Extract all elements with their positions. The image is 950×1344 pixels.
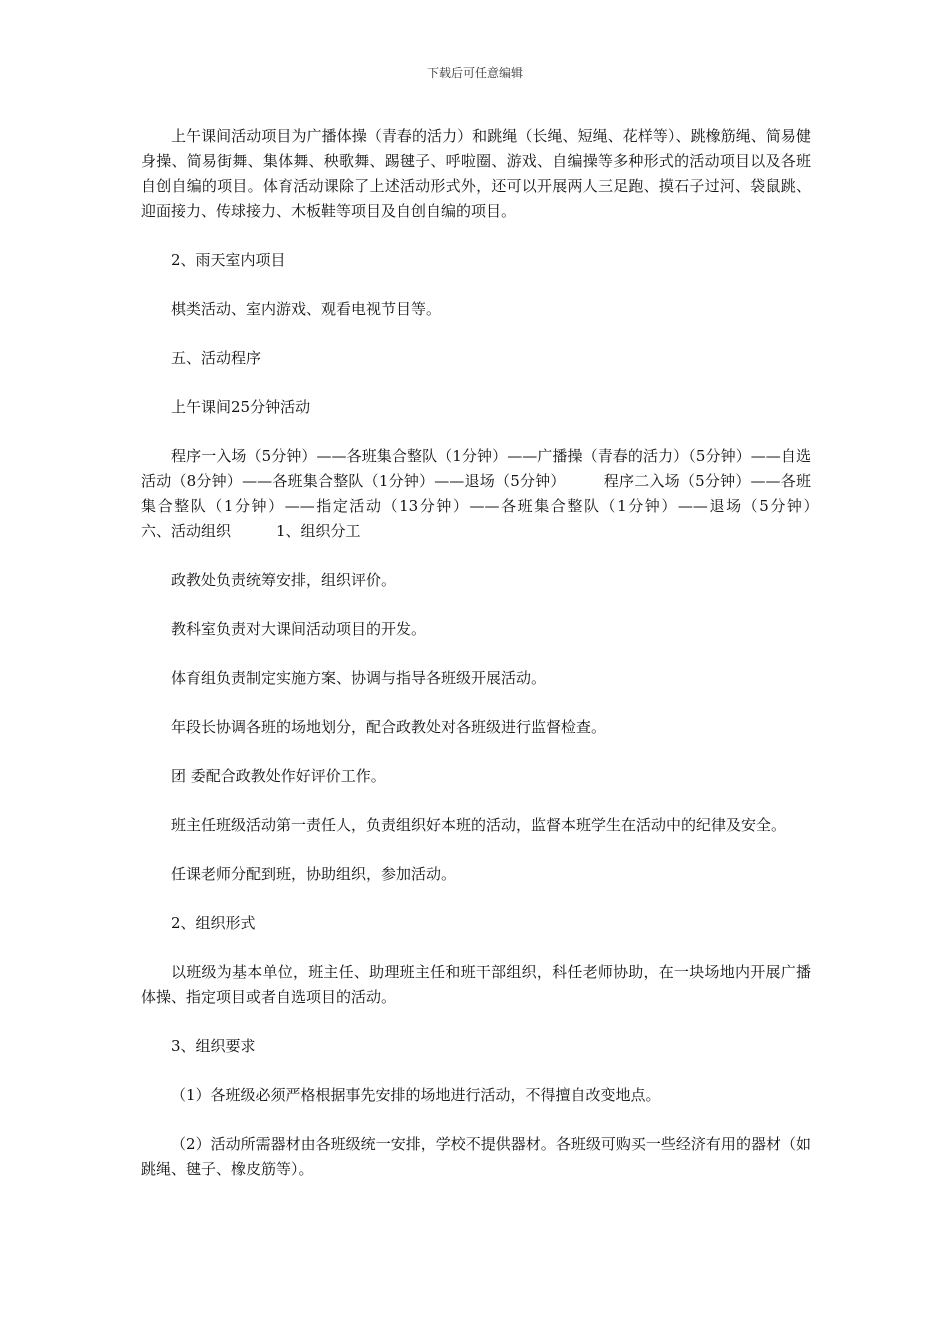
paragraph-activity-items: 上午课间活动项目为广播体操（青春的活力）和跳绳（长绳、短绳、花样等）、跳橡筋绳、简易健身操、简易街舞、集体舞、秧歌舞、踢毽子、呼啦圈、游戏、自编操等多种形式的活动项目以及各班自创自编的项目。体育活动课除了上述活动形式外，还可以开展两人三足跑、摸石子过河、袋鼠跳、迎面接力、传球接力、木板鞋等项目及自创自编的项目。: [141, 127, 811, 220]
paragraph-research-office: 教科室负责对大课间活动项目的开发。: [171, 620, 427, 638]
paragraph-political-office: 政教处负责统筹安排，组织评价。: [171, 571, 397, 589]
paragraph-pe-group: 体育组负责制定实施方案、协调与指导各班级开展活动。: [171, 669, 547, 687]
heading-organization-requirements: 3、组织要求: [171, 1037, 256, 1055]
paragraph-subject-teacher: 任课老师分配到班，协助组织，参加活动。: [171, 865, 457, 883]
paragraph-class-teacher: 班主任班级活动第一责任人，负责组织好本班的活动，监督本班学生在活动中的纪律及安全。: [171, 816, 787, 834]
paragraph-youth-league: 团 委配合政教处作好评价工作。: [171, 767, 386, 785]
document-body: [141, 124, 857, 1182]
paragraph-organization-form: 以班级为基本单位，班主任、助理班主任和班干部组织，科任老师协助，在一块场地内开展广播体操、指定项目或者自选项目的活动。: [141, 963, 811, 1006]
paragraph-requirement-2: （2）活动所需器材由各班级统一安排，学校不提供器材。各班级可购买一些经济有用的器材（如跳绳、毽子、橡皮筋等）。: [141, 1135, 811, 1178]
heading-procedure: 五、活动程序: [171, 349, 262, 367]
paragraph-procedure-steps: 程序一入场（5分钟）——各班集合整队（1分钟）——广播操（青春的活力）（5分钟）——自选活动（8分钟）——各班集合整队（1分钟）——退场（5分钟） 程序二入场（5分钟）——各班集合整队（1分钟）——指定活动（13分钟）——各班集合整队（1分钟）——退场（5分钟） 六、活动组织 1、组织分工: [141, 447, 857, 540]
heading-rainy-day: 2、雨天室内项目: [171, 251, 286, 269]
paragraph-indoor: 棋类活动、室内游戏、观看电视节目等。: [171, 300, 442, 318]
paragraph-grade-leader: 年段长协调各班的场地划分，配合政教处对各班级进行监督检查。: [171, 718, 607, 736]
heading-morning-25min: 上午课间25分钟活动: [171, 398, 311, 416]
paragraph-requirement-1: （1）各班级必须严格根据事先安排的场地进行活动，不得擅自改变地点。: [171, 1086, 661, 1104]
heading-organization-form: 2、组织形式: [171, 914, 256, 932]
page-header: 下载后可任意编辑: [426, 66, 523, 80]
